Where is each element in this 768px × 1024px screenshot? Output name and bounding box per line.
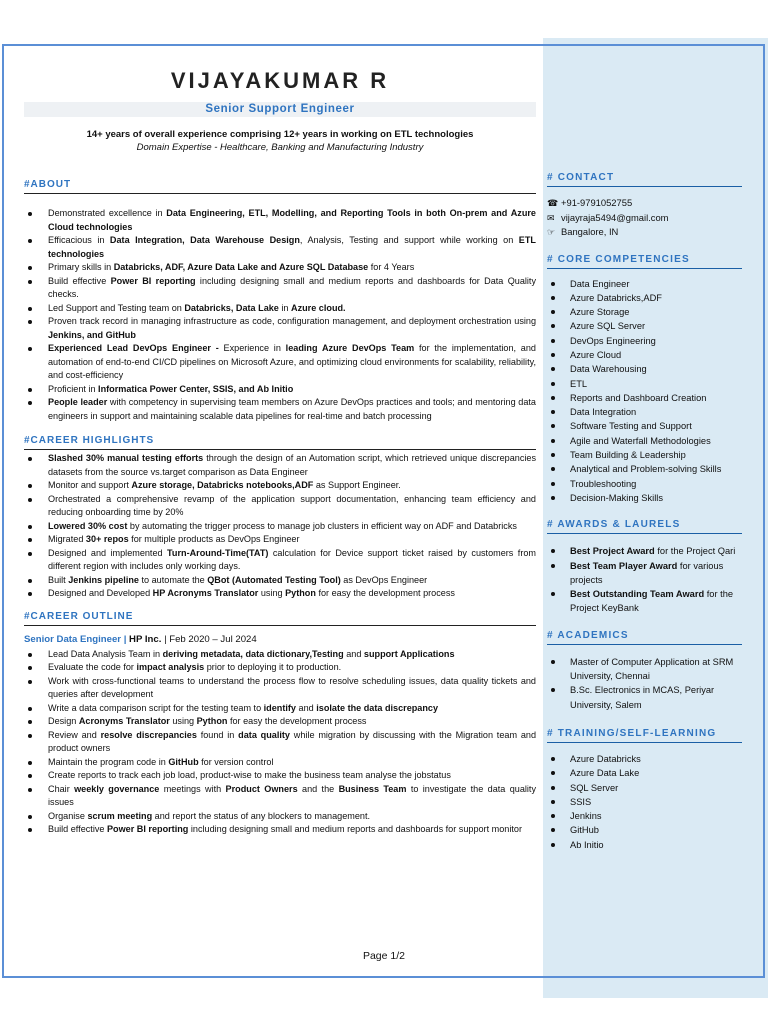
list-item: Azure Databricks,ADF <box>570 291 742 305</box>
page-number: Page 1/2 <box>362 950 406 962</box>
list-item: Demonstrated excellence in Data Engineering, ETL, Modelling, and Reporting Tools in both On-prem and Azure Cloud technologies <box>48 207 536 234</box>
phone-number[interactable]: +91-9791052755 <box>561 197 633 208</box>
list-item: Create reports to track each job load, product-wise to make the business team analyse the jobstatus <box>48 769 536 783</box>
list-item: Ab Initio <box>570 838 742 852</box>
list-item: Azure Data Lake <box>570 766 742 780</box>
list-item: Master of Computer Application at SRM University, Chennai <box>570 655 742 684</box>
about-list <box>24 207 536 423</box>
phone-row <box>547 196 742 211</box>
list-item: Reports and Dashboard Creation <box>570 391 742 405</box>
list-item: DevOps Engineering <box>570 334 742 348</box>
list-item: Azure Databricks <box>570 752 742 766</box>
list-item: SSIS <box>570 795 742 809</box>
job-header <box>24 634 536 647</box>
career-highlights-heading: #CAREER HIGHLIGHTS <box>24 435 536 450</box>
list-item: Built Jenkins pipeline to automate the QBot (Automated Testing Tool) as DevOps Engineer <box>48 574 536 588</box>
location-row <box>547 225 742 240</box>
experience-summary: 14+ years of overall experience comprising 12+ years in working on ETL technologies <box>86 129 474 140</box>
list-item: Data Integration <box>570 405 742 419</box>
contact-heading: # CONTACT <box>547 172 742 187</box>
list-item: Analytical and Problem-solving Skills <box>570 462 742 476</box>
candidate-name: VIJAYAKUMAR R <box>170 68 390 93</box>
job-duties-list <box>24 648 536 837</box>
list-item: Organise scrum meeting and report the status of any blockers to management. <box>48 810 536 824</box>
list-item: Decision-Making Skills <box>570 491 742 505</box>
list-item: Maintain the program code in GitHub for version control <box>48 756 536 770</box>
list-item: Troubleshooting <box>570 477 742 491</box>
sidebar-column <box>547 172 742 852</box>
list-item: Best Project Award for the Project Qari <box>570 544 742 558</box>
email-icon: ✉ <box>547 212 555 223</box>
about-section <box>24 179 536 423</box>
list-item: Jenkins <box>570 809 742 823</box>
academics-section <box>547 630 742 712</box>
location: Bangalore, IN <box>561 226 619 237</box>
job-role-title: Senior Support Engineer <box>24 102 536 117</box>
main-column <box>24 60 536 837</box>
list-item: Experienced Lead DevOps Engineer - Experience in leading Azure DevOps Team for the implementation, and automation of end-to-end CI/CD pipelines on Microsoft Azure, and optimizing cloud environments for scalability, reliability, and cost-efficiency <box>48 342 536 383</box>
job-separator: | <box>121 633 130 645</box>
career-outline-section <box>24 611 536 837</box>
list-item: Slashed 30% manual testing efforts through the design of an Automation script, which retrieved unique discrepancies datasets from the source vs.target comparison as Data Engineer <box>48 452 536 479</box>
list-item: Azure Storage <box>570 305 742 319</box>
core-competencies-list <box>547 277 742 506</box>
training-heading: # TRAINING/SELF-LEARNING <box>547 728 742 743</box>
list-item: Team Building & Leadership <box>570 448 742 462</box>
list-item: Orchestrated a comprehensive revamp of the application support documentation, enhancing team efficiency and reducing onboarding time by 20% <box>48 493 536 520</box>
career-outline-heading: #CAREER OUTLINE <box>24 611 536 626</box>
list-item: People leader with competency in supervising team members on Azure DevOps practices and tools; and mentoring data engineers in support and maintaining scalable data pipelines for real-time and batch processing <box>48 396 536 423</box>
list-item: Evaluate the code for impact analysis prior to deploying it to production. <box>48 661 536 675</box>
list-item: GitHub <box>570 823 742 837</box>
list-item: Agile and Waterfall Methodologies <box>570 434 742 448</box>
awards-section <box>547 519 742 615</box>
training-section <box>547 728 742 852</box>
core-competencies-heading: # CORE COMPETENCIES <box>547 254 742 269</box>
list-item: Efficacious in Data Integration, Data Warehouse Design, Analysis, Testing and support while working on ETL technologies <box>48 234 536 261</box>
list-item: Monitor and support Azure storage, Databricks notebooks,ADF as Support Engineer. <box>48 479 536 493</box>
list-item: Lowered 30% cost by automating the trigger process to manage job clusters in efficient way on ADF and Databricks <box>48 520 536 534</box>
list-item: Proven track record in managing infrastructure as code, configuration management, and deployment orchestration using Jenkins, and GitHub <box>48 315 536 342</box>
career-highlights-section <box>24 435 536 601</box>
list-item: Best Team Player Award for various projects <box>570 559 742 588</box>
company-name: HP Inc. <box>129 633 162 645</box>
domain-expertise: Domain Expertise - Healthcare, Banking and Manufacturing Industry <box>136 142 424 153</box>
list-item: Azure SQL Server <box>570 319 742 333</box>
list-item: Data Warehousing <box>570 362 742 376</box>
email-row <box>547 211 742 226</box>
list-item: Work with cross-functional teams to understand the process flow to resolve scheduling issues, data quality tickets and queries after development <box>48 675 536 702</box>
list-item: Build effective Power BI reporting including designing small and medium reports and dashboards for Data Quality checks. <box>48 275 536 302</box>
list-item: Design Acronyms Translator using Python for easy the development process <box>48 715 536 729</box>
list-item: Migrated 30+ repos for multiple products as DevOps Engineer <box>48 533 536 547</box>
list-item: ETL <box>570 377 742 391</box>
list-item: Data Engineer <box>570 277 742 291</box>
list-item: Lead Data Analysis Team in deriving metadata, data dictionary,Testing and support Applications <box>48 648 536 662</box>
awards-heading: # AWARDS & LAURELS <box>547 519 742 534</box>
list-item: Software Testing and Support <box>570 419 742 433</box>
job-title: Senior Data Engineer <box>24 633 122 645</box>
awards-list <box>547 544 742 615</box>
list-item: Primary skills in Databricks, ADF, Azure Data Lake and Azure SQL Database for 4 Years <box>48 261 536 275</box>
phone-icon: ☎ <box>547 198 559 208</box>
list-item: Write a data comparison script for the testing team to identify and isolate the data discrepancy <box>48 702 536 716</box>
list-item: Best Outstanding Team Award for the Project KeyBank <box>570 587 742 616</box>
list-item: B.Sc. Electronics in MCAS, Periyar University, Salem <box>570 683 742 712</box>
academics-list <box>547 655 742 712</box>
list-item: Azure Cloud <box>570 348 742 362</box>
email-address[interactable]: vijayraja5494@gmail.com <box>561 211 669 223</box>
list-item: Build effective Power BI reporting including designing small and medium reports and dashboards for support monitor <box>48 823 536 837</box>
career-highlights-list <box>24 452 536 601</box>
academics-heading: # ACADEMICS <box>547 630 742 645</box>
about-heading: #ABOUT <box>24 179 536 194</box>
core-competencies-section <box>547 254 742 506</box>
list-item: Designed and implemented Turn-Around-Time(TAT) calculation for Device support ticket raised by customers from different region with includes only working days. <box>48 547 536 574</box>
list-item: Led Support and Testing team on Databricks, Data Lake in Azure cloud. <box>48 302 536 316</box>
location-icon: ☞ <box>547 227 556 237</box>
contact-section <box>547 172 742 240</box>
list-item: Review and resolve discrepancies found in data quality while migration by discussing with the Migration team and product owners <box>48 729 536 756</box>
list-item: Designed and Developed HP Acronyms Translator using Python for easy the development process <box>48 587 536 601</box>
list-item: Chair weekly governance meetings with Product Owners and the Business Team to investigate the data quality issues <box>48 783 536 810</box>
job-dates: | Feb 2020 – Jul 2024 <box>161 633 257 645</box>
list-item: Proficient in Informatica Power Center, SSIS, and Ab Initio <box>48 383 536 397</box>
training-list <box>547 752 742 852</box>
list-item: SQL Server <box>570 781 742 795</box>
